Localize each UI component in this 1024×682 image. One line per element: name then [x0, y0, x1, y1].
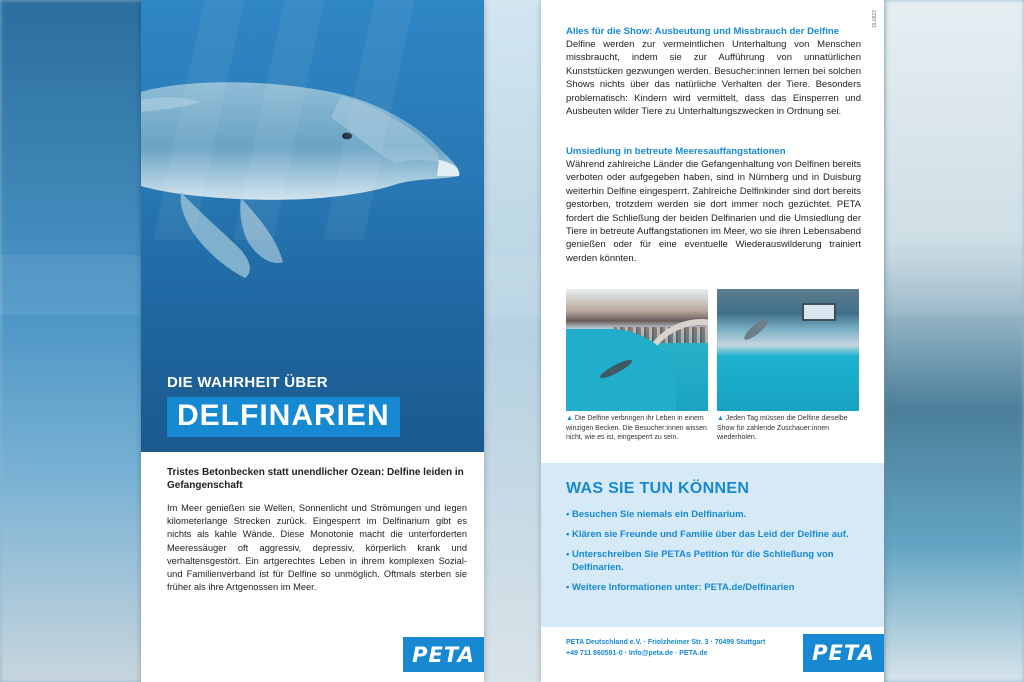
photo-row [566, 289, 861, 411]
peta-logo: PETA [403, 637, 484, 672]
section-exploitation-body: Delfine werden zur vermeintlichen Unterhaltung von Menschen missbraucht, indem sie zur Aufführung von unnatürlichen Kunststücken gezwungen werden. Besucher:innen lernen bei solchen Shows nichts über das natürliche Verhalten der Tiere. Besonders problematisch: Kindern wird vermittelt, dass das Einsperren und Ausbeuten wilder Tiere zu Unterhaltungszwecken in Ordnung sei. [566, 39, 861, 118]
section-exploitation-heading: Alles für die Show: Ausbeutung und Missbrauch der Delfine [566, 26, 840, 37]
action-title: WAS SIE TUN KÖNNEN [566, 480, 750, 497]
caption-show-text: Jeden Tag müssen die Delfine dieselbe Show für zahlende Zuschauer:innen wiederholen. [717, 415, 848, 441]
hero-title: DELFINARIEN [177, 399, 390, 432]
section-relocation [566, 145, 861, 265]
front-heading: Tristes Betonbecken statt unendlicher Ozean: Delfine leiden in Gefangenschaft [167, 467, 464, 491]
flyer-front-panel [141, 0, 484, 682]
contact-footer [566, 637, 765, 659]
print-code: DL0822 [872, 10, 878, 28]
show-photo [717, 289, 859, 411]
front-body: Im Meer genießen sie Wellen, Sonnenlicht und Strömungen und legen kilometerlange Strecken zurück. Eingesperrt im Delfinarium gibt es nichts als kahle Wände. Diese Monotonie macht die unterforderten Meeressäuger oft aggressiv, depressiv, körperlich krank und verhaltensgestört. Ein artgerechtes Leben in ihrem komplexen Sozial- und Familienverband ist für Delfine so unmöglich. Oftmals sterben sie früher als ihre Artgenossen im Meer. [167, 503, 467, 593]
triangle-icon: ▲ [566, 415, 573, 422]
caption-pool [566, 414, 708, 443]
section-relocation-body: Während zahlreiche Länder die Gefangenhaltung von Delfinen bereits verboten oder aufgegeben haben, sind in Nürnberg und in Duisburg weiterhin Delfine eingesperrt. Zahlreiche Delfinkinder sind dort bereits gestorben, trotzdem werden sie dort immer noch gezüchtet. PETA fordert die Schließung der beiden Delfinarien und die Umsiedlung der Tiere in betreute Auffangstationen im Meer, wo sie ihren Lebensabend genießen oder für eine eventuelle Wiederauswilderung trainiert werden könnten. [566, 159, 861, 264]
background-right-blur [884, 0, 1024, 682]
action-item: • Besuchen Sie niemals ein Delfinarium. [566, 509, 747, 520]
action-box [541, 463, 884, 627]
contact-phone-email: +49 711 860591-0 · Info@peta.de · PETA.de [566, 650, 708, 657]
background-gap [484, 0, 544, 682]
section-exploitation [566, 25, 861, 118]
peta-logo: PETA [803, 634, 884, 672]
hero-subtitle: DIE WAHRHEIT ÜBER [167, 374, 328, 391]
front-text-block [167, 466, 467, 594]
caption-show [717, 414, 859, 443]
caption-pool-text: Die Delfine verbringen ihr Leben in einem winzigen Becken. Die Besucher:innen wissen nicht, wie es ist, eingesperrt zu sein. [566, 415, 707, 441]
section-relocation-heading: Umsiedlung in betreute Meeresauffangstationen [566, 146, 786, 157]
background-left-blur [0, 0, 150, 682]
pool-photo [566, 289, 708, 411]
hero-title-box [167, 397, 400, 437]
action-list [566, 508, 866, 601]
flyer-back-panel [541, 0, 884, 682]
contact-address: PETA Deutschland e.V. · Friolzheimer Str. 3 · 70499 Stuttgart [566, 639, 766, 646]
action-item: • Unterschreiben Sie PETAs Petition für die Schließung von Delfinarien. [566, 549, 834, 573]
action-item: • Klären sie Freunde und Familie über das Leid der Delfine auf. [566, 529, 849, 540]
action-item: • Weitere Informationen unter: PETA.de/Delfinarien [566, 582, 795, 593]
triangle-icon: ▲ [717, 415, 724, 422]
